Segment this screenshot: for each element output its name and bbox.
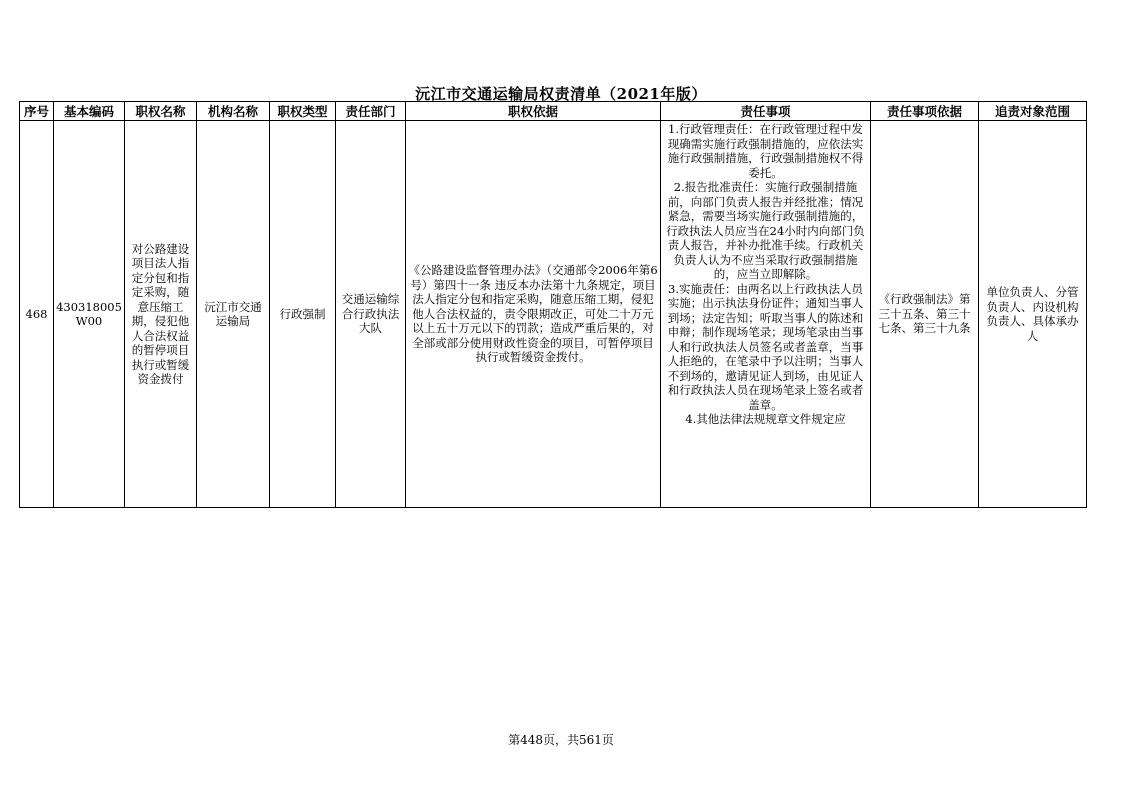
duty-item: 1.行政管理责任：在行政管理过程中发现确需实施行政强制措施的，应依法实施行政强制措施，行政强制措施权不得委托。 xyxy=(667,122,864,180)
col-header-basis: 职权依据 xyxy=(406,102,661,121)
page-title: 沅江市交通运输局权责清单（2021年版） xyxy=(415,85,707,103)
col-header-seq: 序号 xyxy=(20,102,54,121)
duty-item: 4.其他法律法规规章文件规定应 xyxy=(685,412,846,426)
cell-power-name: 对公路建设项目法人指定分包和指定采购，随意压缩工期，侵犯他人合法权益的暂停项目执行或暂缓资金拨付 xyxy=(125,121,197,508)
header-row xyxy=(20,102,1087,121)
duty-item: 3.实施责任：由两名以上行政执法人员实施；出示执法身份证件；通知当事人到场；法定告知；听取当事人的陈述和申辩；制作现场笔录；现场笔录由当事人和行政执法人员签名或者盖章，当事人拒绝的，在笔录中予以注明；当事人不到场的，邀请见证人到场，由见证人和行政执法人员在现场笔录上签名或者盖章。 xyxy=(667,281,864,412)
cell-seq: 468 xyxy=(20,121,54,508)
cell-accountability: 单位负责人、分管负责人、内设机构负责人、具体承办人 xyxy=(979,121,1087,508)
col-header-org: 机构名称 xyxy=(197,102,270,121)
cell-duty-basis: 《行政强制法》第三十五条、第三十七条、第三十九条 xyxy=(871,121,979,508)
cell-org: 沅江市交通运输局 xyxy=(197,121,270,508)
duties-clip xyxy=(663,121,868,507)
authority-table xyxy=(19,101,1087,508)
page-number: 第448页，共561页 xyxy=(508,733,614,747)
duty-item: 2.报告批准责任：实施行政强制措施前，向部门负责人报告并经批准；情况紧急，需要当场实施行政强制措施的，行政执法人员应当在24小时内向部门负责人报告，并补办批准手续。行政机关负责人认为不应当采取行政强制措施的，应当立即解除。 xyxy=(666,180,865,281)
col-header-power-type: 职权类型 xyxy=(270,102,336,121)
cell-dept: 交通运输综合行政执法大队 xyxy=(336,121,406,508)
cell-basis: 《公路建设监督管理办法》（交通部令2006年第6号）第四十一条 违反本办法第十九条规定，项目法人指定分包和指定采购，随意压缩工期，侵犯他人合法权益的，责令限期改正，可处二十万元以上五十万元以下的罚款；造成严重后果的，对全部或部分使用财政性资金的项目，可暂停项目执行或暂缓资金拨付。 xyxy=(406,121,661,508)
col-header-power-name: 职权名称 xyxy=(125,102,197,121)
cell-duties xyxy=(661,121,871,508)
cell-code: 430318005W00 xyxy=(54,121,125,508)
col-header-duty-basis: 责任事项依据 xyxy=(871,102,979,121)
cell-power-type: 行政强制 xyxy=(270,121,336,508)
col-header-accountability: 追责对象范围 xyxy=(979,102,1087,121)
col-header-dept: 责任部门 xyxy=(336,102,406,121)
table-row xyxy=(20,121,1087,508)
col-header-code: 基本编码 xyxy=(54,102,125,121)
col-header-duties: 责任事项 xyxy=(661,102,871,121)
